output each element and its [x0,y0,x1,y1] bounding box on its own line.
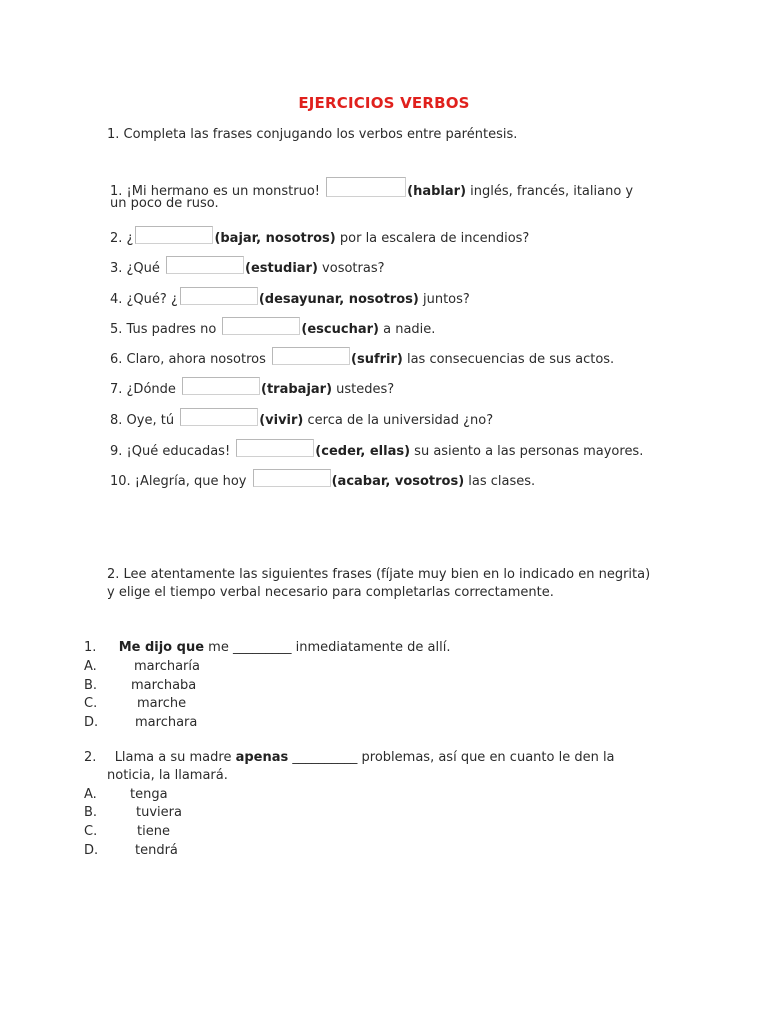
exercise-item-10: 10. ¡Alegría, que hoy (acabar, vosotros) las clases. [110,469,535,491]
question-1-text: me _________ inmediatamente de allí. [208,640,451,655]
question-1 [84,639,450,657]
option-letter: C. [84,696,98,711]
question-2-pre: Llama a su madre [114,750,232,765]
option-letter: B. [84,678,98,693]
answer-input-3[interactable] [166,256,244,274]
answer-input-5[interactable] [222,317,300,335]
option-letter: D. [84,715,99,730]
option-text[interactable]: marcharía [134,659,200,674]
option-letter: A. [84,787,97,802]
answer-input-8[interactable] [180,408,258,426]
exercise-item-7: 7. ¿Dónde (trabajar) ustedes? [110,377,394,399]
section2-instruction-line1: 2. Lee atentamente las siguientes frases (fíjate muy bien en lo indicado en negrita) [107,567,651,582]
option-text[interactable]: tendrá [135,843,178,858]
answer-input-7[interactable] [182,377,260,395]
question-1-bold: Me dijo que [118,640,205,655]
question-2-text: __________ problemas, así que en cuanto le den la [292,750,615,765]
question-2-bold: apenas [235,750,289,765]
exercise-item-8: 8. Oye, tú (vivir) cerca de la universidad ¿no? [110,408,493,430]
answer-input-4[interactable] [180,287,258,305]
option-text[interactable]: tuviera [136,805,182,820]
option-text[interactable]: marchara [135,715,198,730]
exercise-item-4: 4. ¿Qué? ¿ (desayunar, nosotros) juntos? [110,287,470,309]
answer-input-9[interactable] [236,439,314,457]
answer-input-10[interactable] [253,469,331,487]
question-2 [84,749,615,767]
question-1-number: 1. [84,640,97,655]
exercise-item-3: 3. ¿Qué (estudiar) vosotras? [110,256,385,278]
exercise-item-9: 9. ¡Qué educadas! (ceder, ellas) su asiento a las personas mayores. [110,439,643,461]
option-letter: D. [84,843,99,858]
option-text[interactable]: tiene [137,824,170,839]
option-text[interactable]: marchaba [131,678,197,693]
section1-instruction: 1. Completa las frases conjugando los verbos entre paréntesis. [107,127,518,142]
page-title: EJERCICIOS VERBOS [298,94,470,112]
question-2-continuation: noticia, la llamará. [107,768,228,783]
section2-instruction-line2: y elige el tiempo verbal necesario para completarlas correctamente. [107,585,554,600]
answer-input-1[interactable] [326,177,406,197]
exercise-item-6: 6. Claro, ahora nosotros (sufrir) las consecuencias de sus actos. [110,347,614,369]
exercise-item-1-continuation: un poco de ruso. [110,196,219,211]
question-2-number: 2. [84,750,97,765]
option-letter: A. [84,659,97,674]
answer-input-6[interactable] [272,347,350,365]
option-letter: C. [84,824,98,839]
option-text[interactable]: marche [137,696,187,711]
answer-input-2[interactable] [135,226,213,244]
exercise-item-5: 5. Tus padres no (escuchar) a nadie. [110,317,435,339]
option-text[interactable]: tenga [130,787,168,802]
exercise-item-1: 1. ¡Mi hermano es un monstruo! (hablar) inglés, francés, italiano y [110,177,633,201]
option-letter: B. [84,805,98,820]
exercise-item-2: 2. ¿ (bajar, nosotros) por la escalera de incendios? [110,226,529,248]
